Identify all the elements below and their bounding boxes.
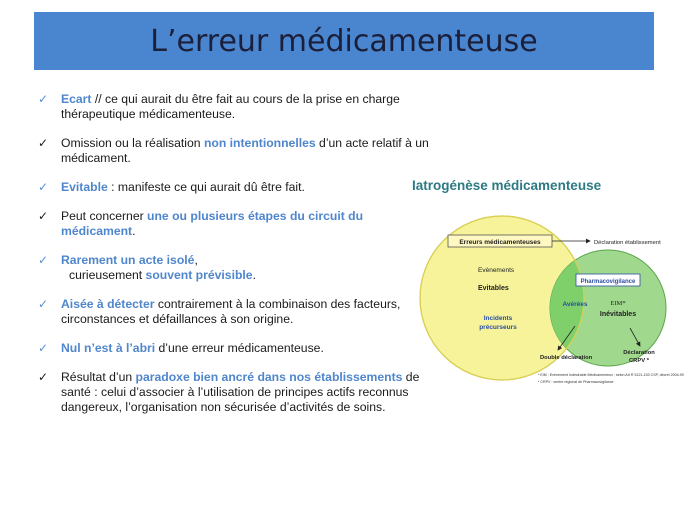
eim-label: EIM* [610,300,626,307]
checkmark-icon: ✓ [38,253,49,267]
highlight-text: paradoxe bien ancré dans nos établissements [135,370,403,384]
bullet-item [38,136,438,166]
bullet-item [38,92,438,122]
highlight-text: une ou plusieurs étapes du circuit du médicament [61,209,364,238]
bullet-text: Résultat d’un [61,370,136,384]
checkmark-icon: ✓ [38,341,49,355]
highlight-text: Nul n’est à l’abri [61,341,156,355]
bullet-continuation [61,268,438,283]
bullet-text: , [194,253,198,267]
incidents-label: Incidents [483,315,513,322]
precurseurs-label: précurseurs [479,324,517,331]
bullet-item [38,370,438,415]
bullet-text: curieusement [69,268,146,282]
declaration-label: Déclaration [623,350,655,356]
crpv-label: CRPV * [629,358,649,364]
bullet-item [38,209,438,239]
highlight-text: Ecart [61,92,92,106]
highlight-text: Rarement un acte isolé [61,253,195,267]
highlight-text: Evitable [61,180,108,194]
inevitables-label: Inévitables [599,311,637,318]
bullet-list [38,92,438,429]
checkmark-icon: ✓ [38,297,49,311]
double-declaration-label: Double déclaration [540,355,593,361]
slide-title: L’erreur médicamenteuse [150,23,538,59]
bullet-text: contrairement à la combinaison des facteurs, circonstances et défaillances à son origine. [61,297,401,326]
checkmark-icon: ✓ [38,180,49,194]
bullet-item [38,253,438,283]
evenements-label: Evènements [478,267,515,274]
bullet-text: de santé : celui d’associer à l’utilisation de principes actifs reconnus dangereux, l’organisation non sécurisée d’activités de soins. [61,370,420,414]
bullet-item [38,341,438,356]
diagram-title: Iatrogénèse médicamenteuse [412,178,602,193]
checkmark-icon: ✓ [38,92,49,106]
bullet-text: d’un acte relatif à un médicament. [61,136,429,165]
averees-label: Avérées [562,301,588,308]
highlight-text: Aisée à détecter [61,297,155,311]
footnote-eim: * EIM : Evènement Indésirable Médicamenteux ; selon Art R 5121-153 CSP, décret 2004-99 [538,373,684,377]
checkmark-icon: ✓ [38,209,49,223]
evitables-label: Evitables [478,285,509,292]
pharmaco-box-label: Pharmacovigilance [580,279,636,285]
bullet-text: d’une erreur médicamenteuse. [155,341,324,355]
bullet-text: // ce qui aurait du être fait au cours de la prise en charge thérapeutique médicamenteuse. [61,92,400,121]
bullet-item [38,180,438,195]
bullet-text: Peut concerner [61,209,148,223]
highlight-text: non intentionnelles [203,136,316,150]
checkmark-icon: ✓ [38,136,49,150]
footnote-crpv: * CRPV : centre régional de Pharmacovigilance [538,380,614,384]
bullet-text: . [132,224,136,238]
iatrogenese-diagram [418,208,686,388]
bullet-text: . [252,268,256,282]
checkmark-icon: ✓ [38,370,49,384]
title-bar [34,12,654,70]
erreurs-box-label: Erreurs médicamenteuses [459,239,541,246]
bullet-item [38,297,438,327]
bullet-text: Omission ou la réalisation [61,136,204,150]
bullet-text: : manifeste ce qui aurait dû être fait. [107,180,305,194]
declaration-etablissement: Déclaration établissement [594,240,661,246]
highlight-text: souvent prévisible [145,268,253,282]
